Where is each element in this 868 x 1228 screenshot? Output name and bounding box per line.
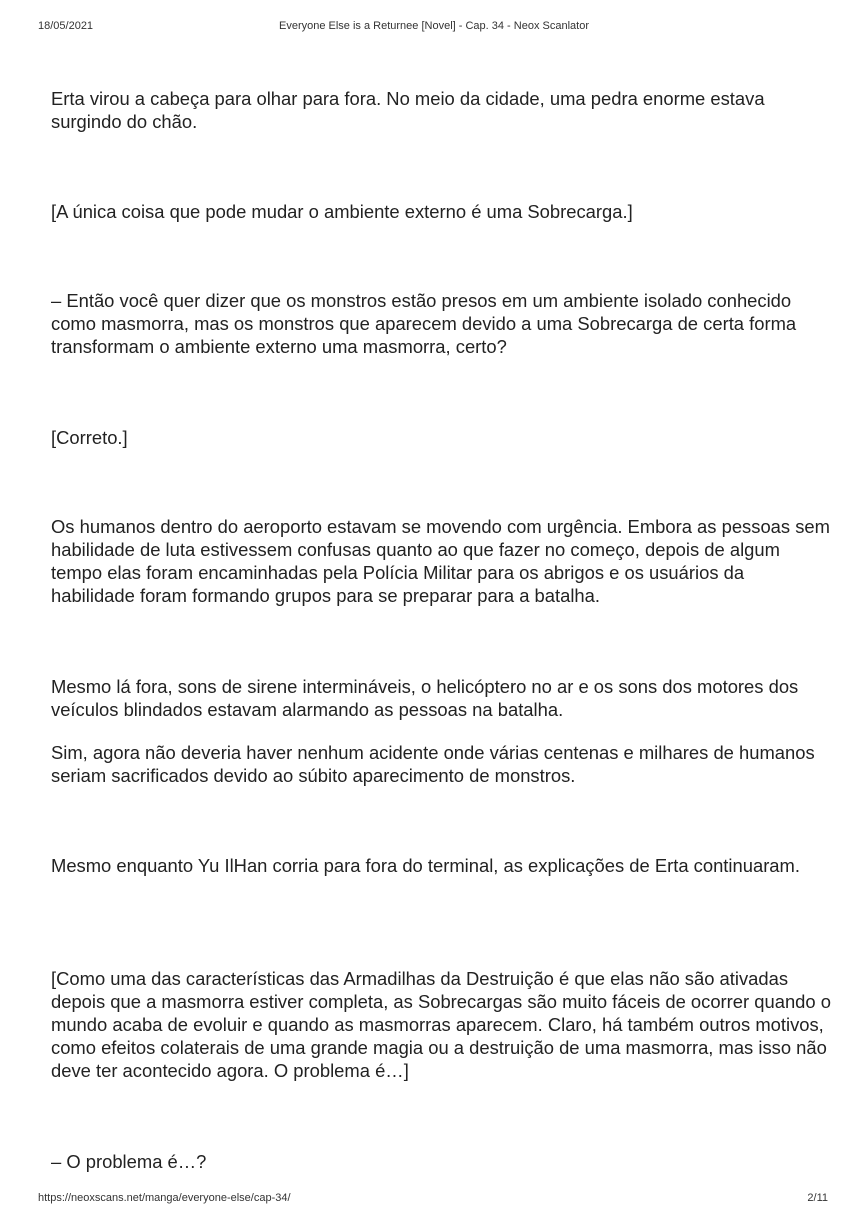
- page-url-link[interactable]: https://neoxscans.net/manga/everyone-else/cap-34/: [38, 1192, 291, 1204]
- paragraph-6: Mesmo lá fora, sons de sirene intermináveis, o helicóptero no ar e os sons dos motores dos veículos blindados estavam alarmando as pessoas na batalha.: [51, 676, 799, 720]
- print-date: 18/05/2021: [38, 20, 94, 32]
- document-title: Everyone Else is a Returnee [Novel] - Cap. 34 - Neox Scanlator: [279, 20, 589, 32]
- paragraph-5: Os humanos dentro do aeroporto estavam se movendo com urgência. Embora as pessoas sem habilidade de luta estivessem confusas quanto ao que fazer no começo, depois de algum tempo elas foram encaminhadas pela Polícia Militar para os abrigos e os usuários da habilidade foram formando grupos para se preparar para a batalha.: [51, 516, 830, 606]
- paragraph-1: Erta virou a cabeça para olhar para fora. No meio da cidade, uma pedra enorme estava surgindo do chão.: [51, 88, 765, 132]
- paragraph-4: [Correto.]: [51, 427, 128, 448]
- paragraph-7: Sim, agora não deveria haver nenhum acidente onde várias centenas e milhares de humanos seriam sacrificados devido ao súbito aparecimento de monstros.: [51, 742, 815, 786]
- paragraph-10: – O problema é…?: [51, 1151, 207, 1172]
- paragraph-9: [Como uma das características das Armadilhas da Destruição é que elas não são ativadas depois que a masmorra estiver completa, as Sobrecargas são muito fáceis de ocorrer quando o mundo acaba de evoluir e quando as masmorras aparecem. Claro, há também outros motivos, como efeitos colaterais de uma grande magia ou a destruição de uma masmorra, mas isso não deve ter acontecido agora. O problema é…]: [51, 968, 831, 1081]
- paragraph-2: [A única coisa que pode mudar o ambiente externo é uma Sobrecarga.]: [51, 201, 633, 222]
- paragraph-3: – Então você quer dizer que os monstros estão presos em um ambiente isolado conhecido como masmorra, mas os monstros que aparecem devido a uma Sobrecarga de certa forma transformam o ambiente externo uma masmorra, certo?: [51, 290, 797, 357]
- paragraph-8: Mesmo enquanto Yu IlHan corria para fora do terminal, as explicações de Erta continuaram.: [51, 855, 800, 876]
- page-number: 2/11: [807, 1192, 828, 1204]
